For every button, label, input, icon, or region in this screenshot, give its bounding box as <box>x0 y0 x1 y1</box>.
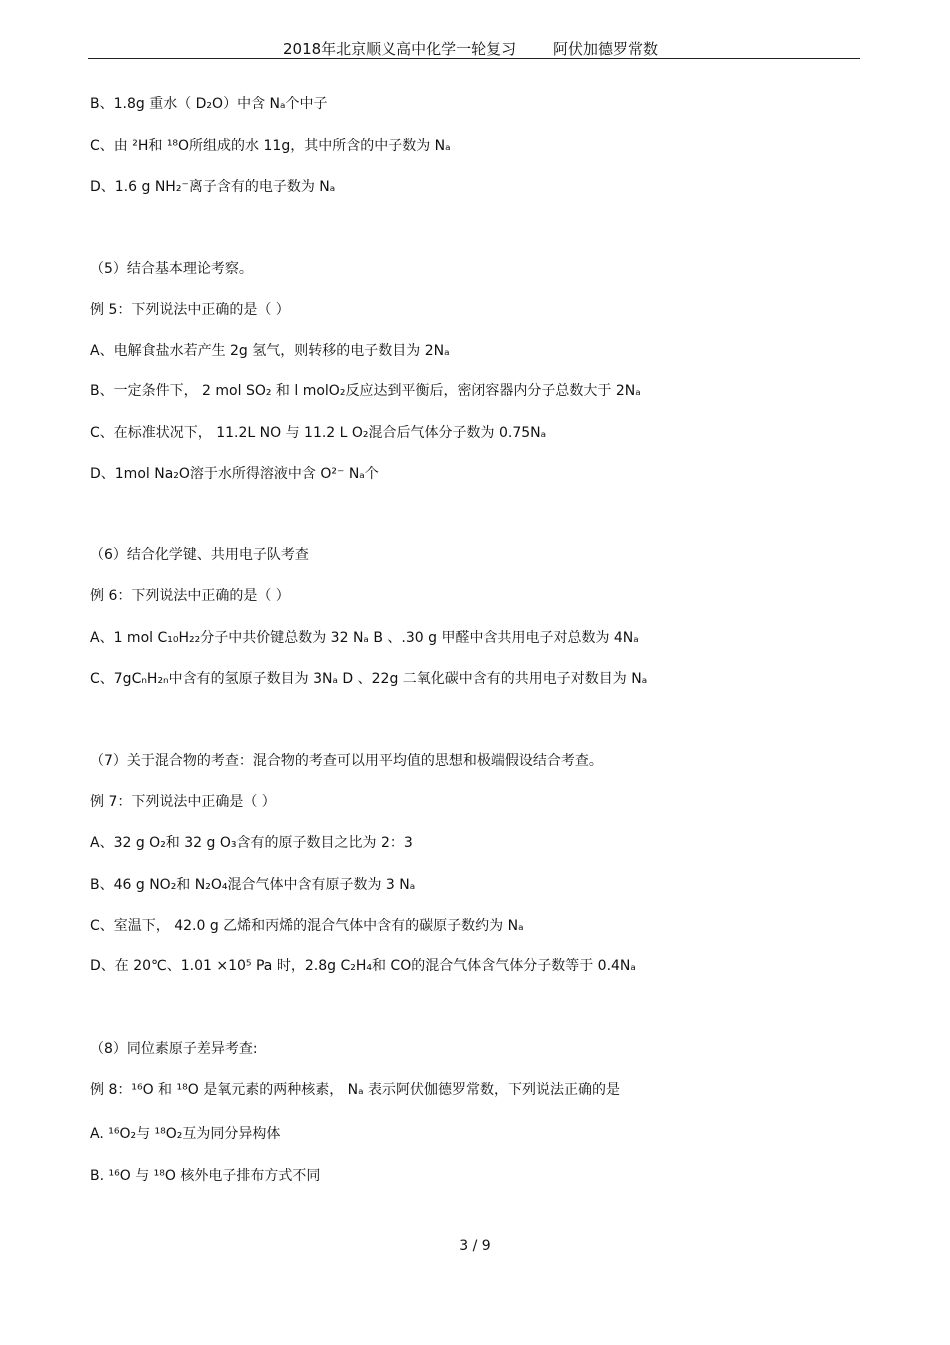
example-7-question: 例 7：下列说法中正确是（ ） <box>90 794 276 810</box>
header-topic: 阿伏加德罗常数 <box>553 40 659 58</box>
example-7-option-d: D、在 20℃、1.01 ×10⁵ Pa 时，2.8g C₂H₄和 CO的混合气体含气体分子数等于 0.4Nₐ <box>90 958 636 974</box>
section-8-heading: （8）同位素原子差异考查: <box>90 1041 258 1057</box>
page-number: 3 / 9 <box>459 1238 491 1254</box>
section-6-heading: （6）结合化学键、共用电子队考查 <box>90 547 309 563</box>
example-6-options-cd: C、7gCₙH₂ₙ中含有的氢原子数目为 3Nₐ D 、22g 二氧化碳中含有的共用电子对数目为 Nₐ <box>90 671 648 687</box>
example-7-option-a: A、32 g O₂和 32 g O₃含有的原子数目之比为 2：3 <box>90 835 413 851</box>
example-7-option-b: B、46 g NO₂和 N₂O₄混合气体中含有原子数为 3 Nₐ <box>90 877 416 893</box>
option-d-nh2-electrons: D、1.6 g NH₂⁻离子含有的电子数为 Nₐ <box>90 179 336 195</box>
example-5-option-d: D、1mol Na₂O溶于水所得溶液中含 O²⁻ Nₐ个 <box>90 466 379 482</box>
section-5-heading: （5）结合基本理论考察。 <box>90 261 253 277</box>
option-b-heavy-water: B、1.8g 重水（ D₂O）中含 Nₐ个中子 <box>90 96 328 112</box>
example-8-question: 例 8：¹⁶O 和 ¹⁸O 是氧元素的两种核素， Nₐ 表示阿伏伽德罗常数，下列说法正确的是 <box>90 1082 621 1098</box>
header-title: 2018年北京顺义高中化学一轮复习 <box>283 40 517 58</box>
section-7-heading: （7）关于混合物的考查：混合物的考查可以用平均值的思想和极端假设结合考查。 <box>90 753 603 769</box>
page-header <box>88 38 860 59</box>
example-5-option-a: A、电解食盐水若产生 2g 氢气，则转移的电子数目为 2Nₐ <box>90 343 450 359</box>
example-8-option-b: B. ¹⁶O 与 ¹⁸O 核外电子排布方式不同 <box>90 1168 321 1184</box>
option-c-water-neutrons: C、由 ²H和 ¹⁸O所组成的水 11g，其中所含的中子数为 Nₐ <box>90 138 451 154</box>
example-8-option-a: A. ¹⁶O₂与 ¹⁸O₂互为同分异构体 <box>90 1126 281 1142</box>
example-6-options-ab: A、1 mol C₁₀H₂₂分子中共价键总数为 32 Nₐ B 、.30 g 甲醛中含共用电子对总数为 4Nₐ <box>90 630 639 646</box>
example-5-option-c: C、在标准状况下， 11.2L NO 与 11.2 L O₂混合后气体分子数为 0.75Nₐ <box>90 425 547 441</box>
example-5-question: 例 5：下列说法中正确的是（ ） <box>90 302 290 318</box>
example-7-option-c: C、室温下， 42.0 g 乙烯和丙烯的混合气体中含有的碳原子数约为 Nₐ <box>90 918 524 934</box>
example-6-question: 例 6：下列说法中正确的是（ ） <box>90 588 290 604</box>
example-5-option-b: B、一定条件下， 2 mol SO₂ 和 l molO₂反应达到平衡后，密闭容器内分子总数大于 2Nₐ <box>90 383 641 399</box>
